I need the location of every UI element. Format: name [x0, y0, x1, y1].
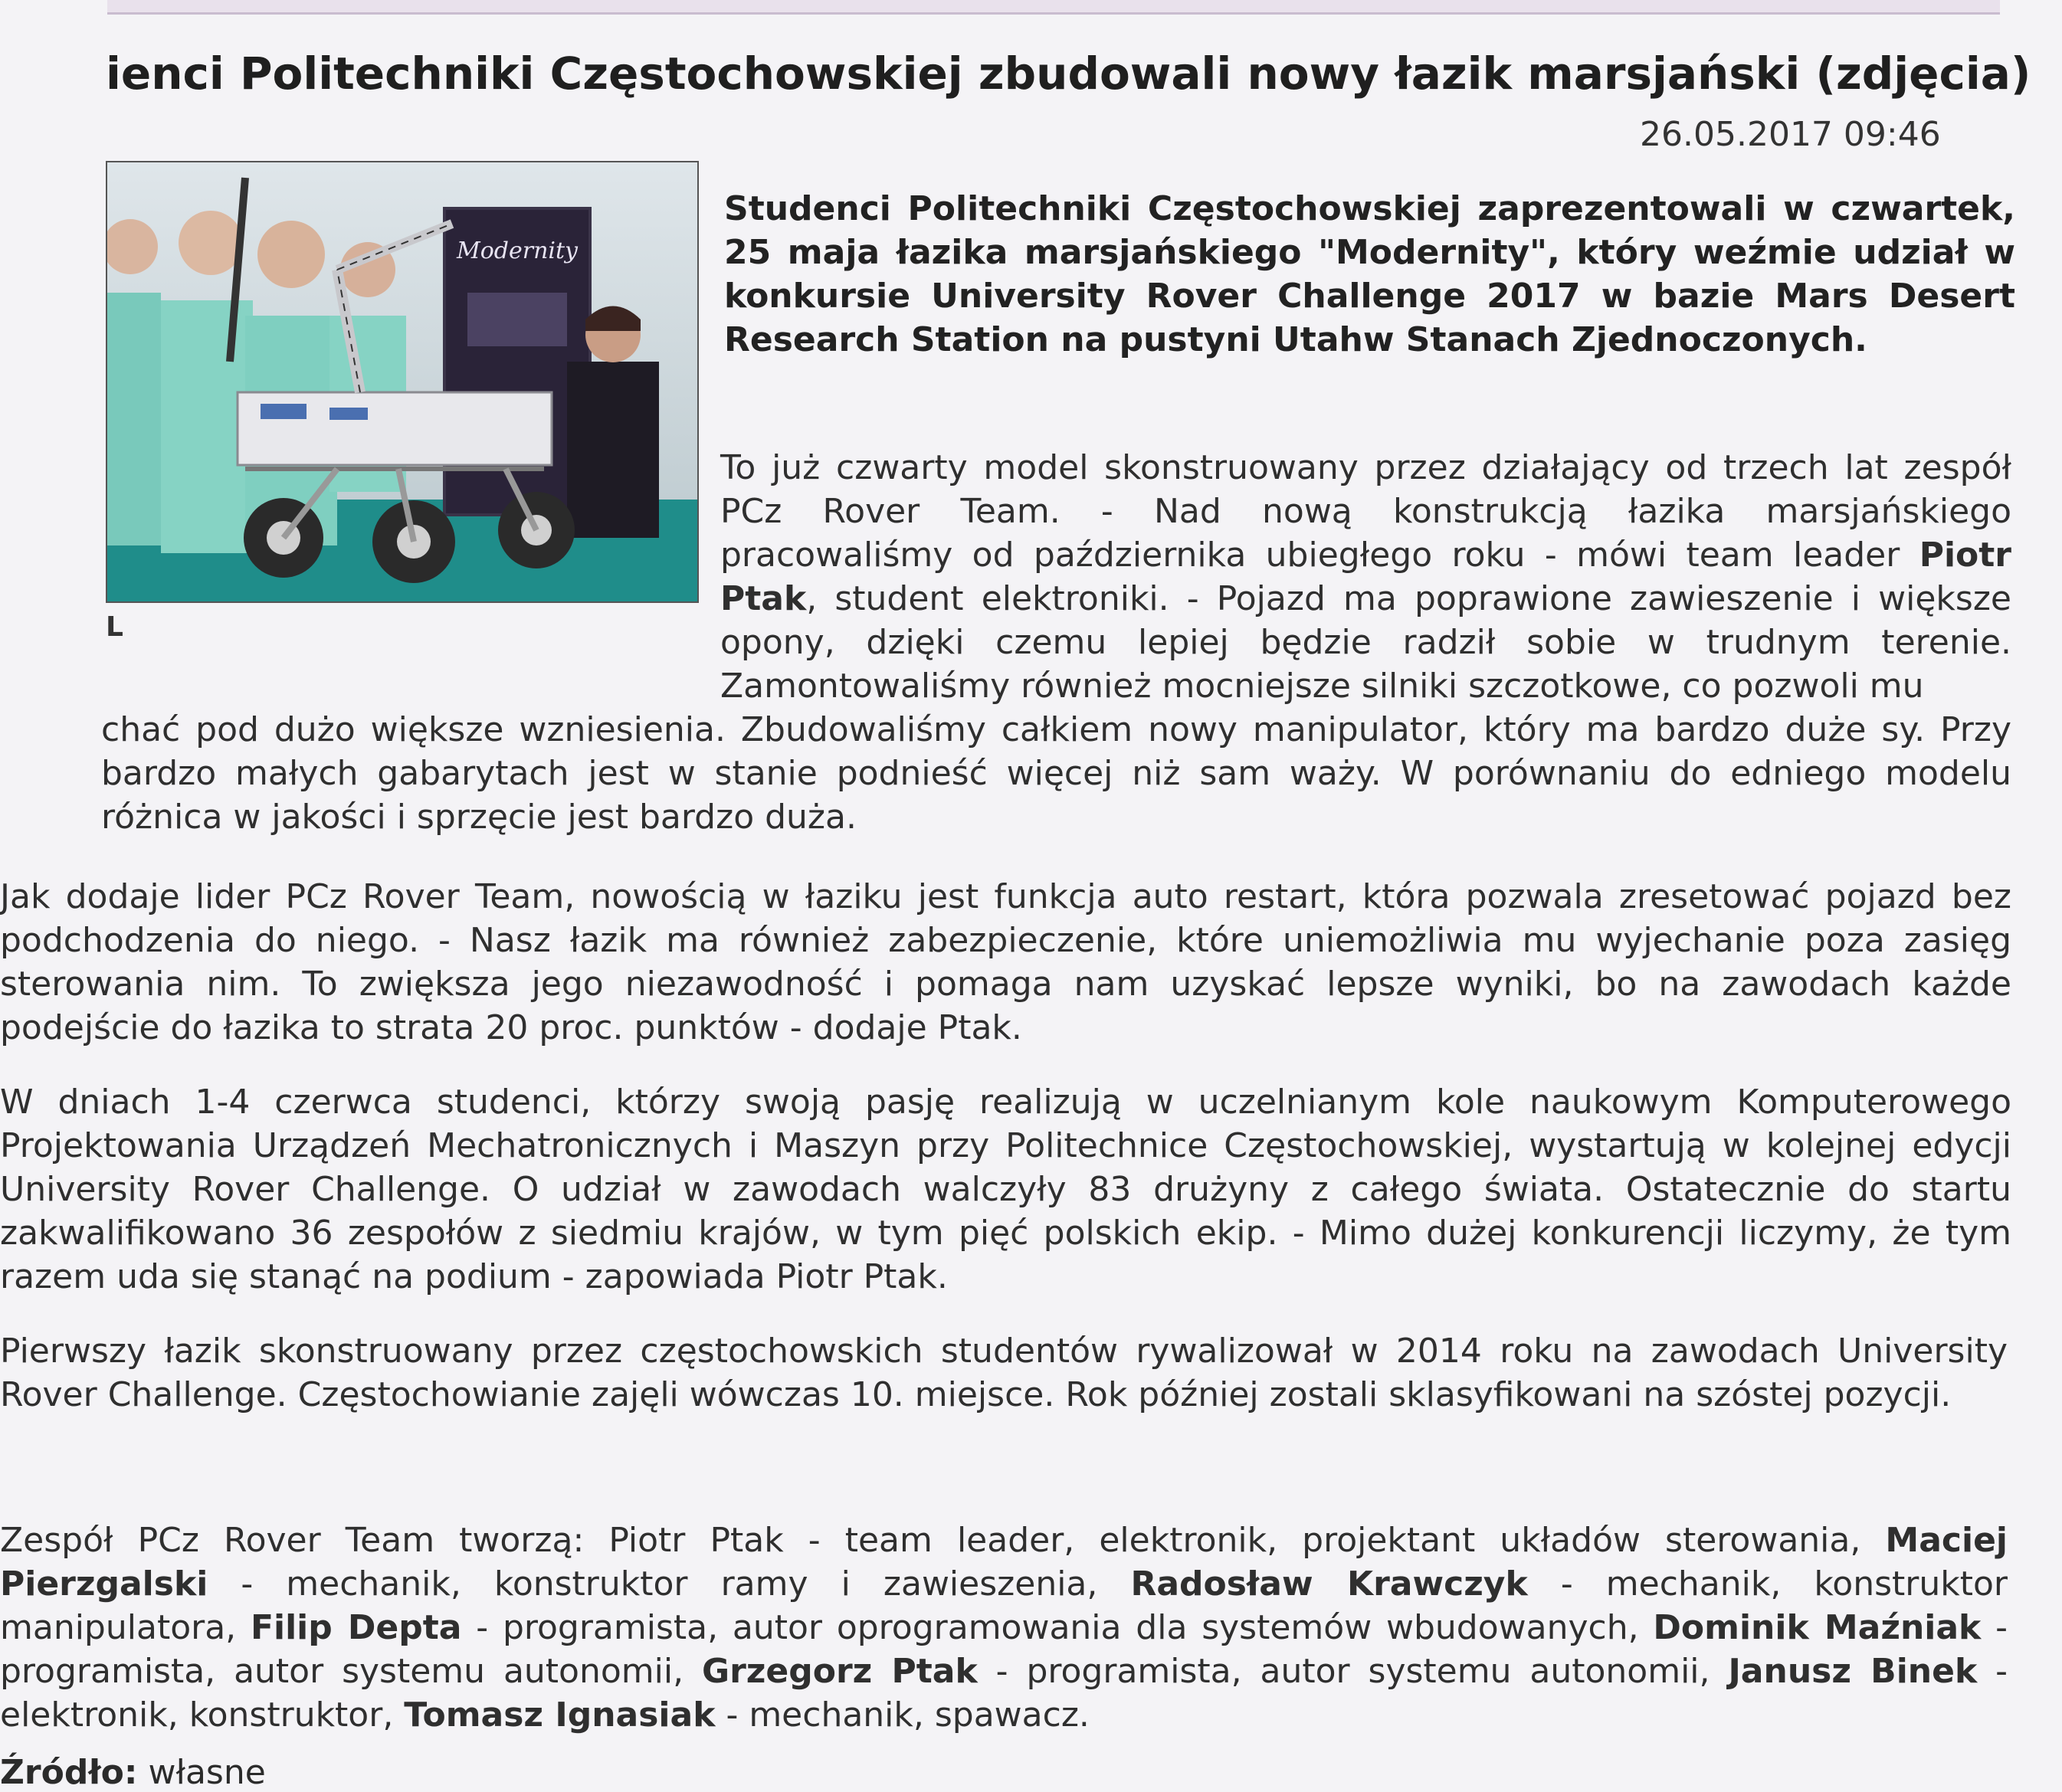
article-title: ienci Politechniki Częstochowskiej zbudowali nowy łazik marsjański (zdjęcia)	[106, 48, 2031, 100]
team-member-role: - mechanik, konstruktor manipulatora,	[0, 1564, 2008, 1647]
paragraph-1-bottom: chać pod dużo większe wzniesienia. Zbudowaliśmy całkiem nowy manipulator, który ma bardzo duże sy. Przy bardzo małych gabarytach jest w stanie podnieść więcej niż sam waży. W porównaniu do edniego modelu różnica w jakości i sprzęcie jest bardzo duża.	[101, 710, 2011, 837]
team-intro: Zespół PCz Rover Team tworzą: Piotr Ptak - team leader, elektronik, projektant układów sterowania,	[0, 1521, 1886, 1560]
paragraph-2: Jak dodaje lider PCz Rover Team, nowością w łaziku jest funkcja auto restart, która pozwala zresetować pojazd bez podchodzenia do niego. - Nasz łazik ma również zabezpieczenie, które uniemożliwia mu wyjechanie poza zasięg sterowania nim. To zwiększa jego niezawodność i pomaga nam uzyskać lepsze wyniki, bo na zawodach każde podejście do łazika to strata 20 proc. punktów - dodaje Ptak.	[0, 877, 2011, 1047]
photo-caption: L	[106, 611, 123, 643]
team-member-name: Tomasz Ignasiak	[404, 1695, 716, 1735]
team-member-name: Janusz Binek	[1728, 1652, 1978, 1691]
paragraph-1-text-a: To już czwarty model skonstruowany przez działający od trzech lat zespół PCz Rover Team. - Nad nową konstrukcją łazika marsjańskiego pracowaliśmy od października ubiegłego roku - mówi team leader	[720, 448, 2011, 575]
paragraph-4: Pierwszy łazik skonstruowany przez częstochowskich studentów rywalizował w 2014 roku na zawodach University Rover Challenge. Częstochowianie zajęli wówczas 10. miejsce. Rok później zostali sklasyfikowani na szóstej pozycji.	[0, 1332, 2008, 1414]
team-member-role: - programista, autor oprogramowania dla systemów wbudowanych,	[461, 1608, 1654, 1647]
team-member-name: Maciej Pierzgalski	[0, 1521, 2008, 1604]
team-member-name: Radosław Krawczyk	[1130, 1564, 1528, 1604]
paragraph-1-text-b: , student elektroniki. - Pojazd ma poprawione zawieszenie i większe opony, dzięki czemu lepiej będzie radził sobie w trudnym terenie. Zamontowaliśmy również mocniejsze silniki szczotkowe, co pozwoli mu	[720, 579, 2011, 706]
person-name-piotr-ptak: Piotr Ptak	[720, 536, 2011, 618]
team-member-name: Grzegorz Ptak	[701, 1652, 978, 1691]
team-member-role: - mechanik, konstruktor ramy i zawieszenia,	[208, 1564, 1131, 1604]
team-member-name: Dominik Maźniak	[1653, 1608, 1982, 1647]
article-photo	[106, 161, 699, 603]
team-member-role: - elektronik, konstruktor,	[0, 1652, 2008, 1735]
article-date: 26.05.2017 09:46	[1640, 115, 1941, 154]
banner-text: Modernity	[457, 238, 578, 264]
top-divider	[107, 0, 2000, 15]
team-member-role: - programista, autor systemu autonomii,	[0, 1608, 2008, 1691]
paragraph-1-top	[720, 446, 2011, 708]
paragraph-3: W dniach 1-4 czerwca studenci, którzy swoją pasję realizują w uczelnianym kole naukowym Komputerowego Projektowania Urządzeń Mechatronicznych i Maszyn przy Politechnice Częstochowskiej, wystartują w kolejnej edycji University Rover Challenge. O udział w zawodach walczyły 83 drużyny z całego świata. Ostatecznie do startu zakwalifikowano 36 zespołów z siedmiu krajów, w tym pięć polskich ekip. - Mimo dużej konkurencji liczymy, że tym razem uda się stanąć na podium - zapowiada Piotr Ptak.	[0, 1083, 2011, 1296]
source-value: własne	[137, 1753, 266, 1792]
team-member-role: - mechanik, spawacz.	[715, 1695, 1090, 1735]
article-lead: Studenci Politechniki Częstochowskiej zaprezentowali w czwartek, 25 maja łazika marsjańskiego "Modernity", który weźmie udział w konkursie University Rover Challenge 2017 w bazie Mars Desert Research Station na pustyni Utahw Stanach Zjednoczonych.	[724, 189, 2015, 359]
rover-team-photo	[107, 162, 697, 601]
article-source	[0, 1753, 266, 1792]
team-member-role: - programista, autor systemu autonomii,	[977, 1652, 1729, 1691]
team-member-name: Filip Depta	[250, 1608, 462, 1647]
paragraph-team	[0, 1518, 2008, 1737]
source-label: Źródło:	[0, 1753, 138, 1792]
